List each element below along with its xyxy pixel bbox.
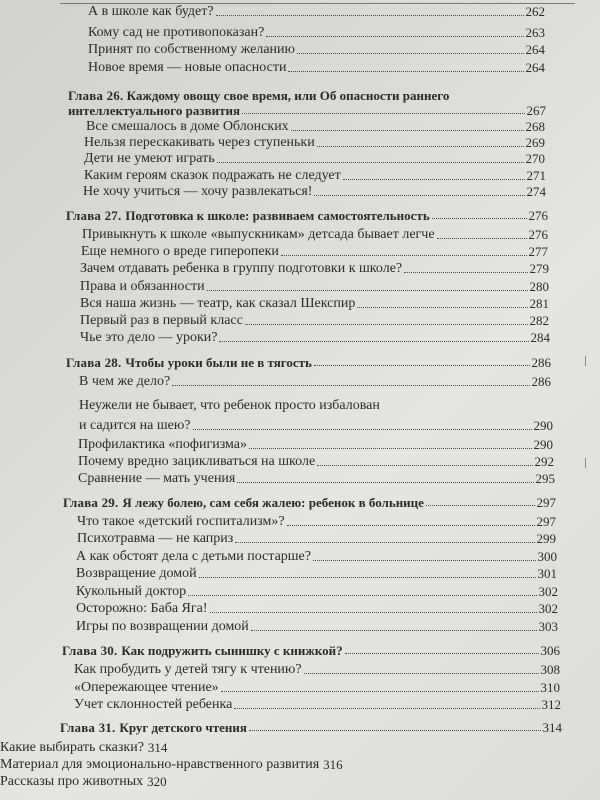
dot-leader	[437, 238, 527, 239]
toc-entry	[76, 549, 557, 565]
dot-leader	[216, 15, 524, 16]
chapter-title: Каждому овощу свое время, или Об опасности раннего	[126, 87, 450, 103]
chapter-number: Глава 27.	[66, 207, 122, 223]
page-number: 308	[540, 662, 560, 678]
entry-title: «Опережающее чтение»	[74, 679, 219, 695]
toc-entry	[80, 296, 549, 312]
page-number: 300	[537, 548, 557, 564]
dot-leader	[249, 448, 531, 449]
chapter-heading	[66, 208, 548, 223]
page-number: 314	[147, 739, 168, 755]
entry-title: Психотравма — не каприз	[77, 531, 234, 547]
dot-leader	[245, 324, 528, 325]
entry-title: Новое время — новые опасности	[88, 60, 287, 76]
entry-title: Чье это дело — уроки?	[80, 330, 218, 346]
page-number: 270	[525, 151, 545, 167]
entry-title: Нельзя перескакивать через ступеньки	[84, 134, 315, 150]
entry-title: Вся наша жизнь — театр, как сказал Шекспир	[80, 295, 356, 311]
dot-leader	[297, 53, 524, 54]
entry-title-cont: и садится на шею?	[79, 418, 191, 434]
chapter-title: Как подружить сынишку с книжкой?	[121, 643, 343, 659]
page-number: 264	[525, 60, 545, 76]
chapter-number: Глава 28.	[66, 354, 122, 370]
page-number: 299	[536, 531, 556, 547]
chapter-number: Глава 30.	[62, 643, 118, 659]
entry-title: Дети не умеют играть	[84, 151, 215, 167]
page-number: 320	[147, 774, 167, 789]
toc-entry	[74, 680, 560, 696]
page-number: 262	[525, 4, 545, 19]
dot-leader	[304, 673, 539, 674]
toc-entry	[74, 662, 560, 678]
chapter-heading	[60, 720, 562, 735]
chapter-title: Чтобы уроки были не в тягость	[125, 354, 312, 370]
page-number: 302	[538, 584, 558, 599]
page-number: 286	[531, 374, 551, 389]
toc-entry	[84, 151, 545, 167]
entry-title: Учет склонностей ребенка	[74, 696, 233, 712]
dot-leader	[432, 218, 527, 219]
toc-entry	[83, 184, 546, 200]
toc-entry	[82, 227, 548, 243]
dot-leader	[314, 195, 524, 196]
page-number: 301	[537, 565, 557, 581]
page-number: 297	[536, 494, 556, 510]
dot-leader	[291, 130, 524, 131]
toc-entry	[88, 60, 545, 76]
dot-leader	[345, 653, 539, 654]
page-number: 264	[525, 42, 545, 58]
entry-title: Что такое «детский госпитализм»?	[77, 514, 285, 529]
toc-entry	[88, 42, 545, 58]
page-number: 297	[536, 514, 556, 529]
dot-leader	[234, 708, 539, 709]
page-number: 281	[529, 295, 549, 311]
toc-entry	[76, 619, 558, 635]
entry-title: Какие выбирать сказки?	[0, 739, 144, 755]
dot-leader	[217, 162, 524, 163]
entry-title: Не хочу учиться — хочу развлекаться!	[83, 184, 313, 199]
chapter-heading	[63, 495, 556, 510]
entry-title: Сравнение — мать учения	[78, 471, 236, 487]
entry-title: Все смешалось в доме Облонских	[86, 118, 289, 134]
entry-title: Игры по возвращении домой	[76, 618, 249, 634]
toc-entry	[76, 584, 558, 600]
page-number: 280	[529, 278, 549, 294]
chapter-number: Глава 26.	[68, 87, 124, 103]
chapter-title: Подготовка к школе: развиваем самостоятельность	[125, 207, 430, 223]
entry-title: Еще немного о вреде гиперопеки	[81, 244, 279, 259]
toc-entry	[79, 374, 551, 390]
entry-title: Привыкнуть к школе «выпускникам» детсада бывает легче	[82, 226, 435, 242]
chapter-title-cont: интеллектуального развития	[68, 102, 241, 118]
chapter-number: Глава 29.	[63, 494, 119, 510]
page-number: 276	[528, 207, 548, 223]
toc-entry	[88, 25, 545, 41]
dot-leader	[242, 113, 524, 114]
page-number: 277	[528, 244, 548, 259]
page-number: 276	[528, 226, 548, 242]
dot-leader	[210, 612, 537, 613]
entry-title: Как пробудить у детей тягу к чтению?	[74, 662, 302, 678]
page-number: 312	[541, 696, 561, 712]
entry-title: А в школе как будет?	[88, 4, 214, 19]
entry-title: Неужели не бывает, что ребенок просто избалован	[79, 398, 380, 414]
toc-entry	[76, 601, 558, 617]
dot-leader	[172, 385, 529, 386]
toc-entry	[88, 4, 545, 20]
dot-leader	[188, 595, 536, 596]
entry-title: А как обстоят дела с детьми постарше?	[76, 548, 311, 564]
toc-entry	[84, 135, 545, 151]
toc-entry	[80, 330, 550, 346]
chapter-title: Я лежу болею, сам себя жалею: ребенок в больнице	[122, 494, 424, 510]
page-number: 310	[540, 679, 560, 695]
page-number: 274	[526, 184, 546, 199]
entry-title: Зачем отдавать ребенка в группу подготовки к школе?	[80, 261, 403, 277]
entry-title: Осторожно: Баба Яга!	[76, 601, 208, 617]
page-number: 290	[533, 418, 553, 434]
entry-title: Права и обязанности	[80, 278, 205, 294]
toc-entry	[76, 566, 557, 582]
dot-leader	[219, 341, 528, 342]
entry-title: Профилактика «пофигизма»	[78, 436, 248, 452]
toc-entry	[86, 119, 545, 135]
toc-entry	[0, 757, 343, 773]
toc-entry	[79, 392, 553, 434]
entry-title: Первый раз в первый класс	[80, 313, 243, 329]
page-number: 302	[538, 601, 558, 617]
toc-entry	[78, 471, 555, 487]
page-number: 295	[535, 471, 555, 487]
toc-entry	[77, 531, 556, 547]
entry-title: Каким героям сказок подражать не следует	[84, 167, 341, 183]
page-number: 279	[529, 261, 549, 277]
page-number: 267	[526, 102, 546, 118]
page-number: 314	[542, 720, 562, 736]
toc-entry	[78, 454, 554, 470]
entry-title: Принят по собственному желанию	[88, 42, 295, 58]
page-number: 290	[533, 436, 553, 452]
page-number: 303	[538, 618, 558, 634]
page-number: 284	[530, 330, 550, 346]
toc-entry	[77, 514, 556, 530]
entry-title: Материал для эмоционально-нравственного развития	[0, 756, 320, 772]
dot-leader	[199, 577, 536, 578]
entry-title: Возвращение домой	[76, 565, 197, 581]
page-number: 263	[525, 24, 545, 40]
page-number: 316	[323, 756, 343, 772]
entry-title: Рассказы про животных	[0, 774, 144, 789]
toc-entry	[0, 740, 167, 756]
dot-leader	[281, 255, 527, 256]
dot-leader	[193, 429, 532, 430]
page-number: 286	[531, 354, 551, 370]
chapter-heading	[68, 88, 546, 118]
page-number: 306	[540, 643, 560, 659]
toc-entry	[80, 261, 549, 277]
dot-leader	[237, 482, 533, 483]
toc-entry	[80, 279, 549, 295]
toc-entry	[0, 774, 167, 790]
chapter-number: Глава 31.	[60, 720, 116, 736]
dot-leader	[287, 525, 535, 526]
entry-title: Кукольный доктор	[76, 584, 187, 599]
page-number: 292	[534, 454, 554, 469]
entry-title: В чем же дело?	[79, 374, 171, 389]
dot-leader	[314, 365, 530, 366]
toc-entry	[84, 168, 546, 184]
toc-entry	[80, 313, 549, 329]
dot-leader	[317, 146, 524, 147]
dot-leader	[317, 465, 532, 466]
dot-leader	[426, 505, 535, 506]
dot-leader	[221, 691, 539, 692]
page-number: 268	[525, 118, 545, 134]
toc-entry	[74, 697, 561, 713]
entry-title: Кому сад не противопоказан?	[88, 24, 265, 40]
chapter-heading	[66, 355, 551, 370]
toc-entry	[78, 437, 553, 453]
dot-leader	[357, 307, 527, 308]
dot-leader	[251, 630, 537, 631]
chapter-heading	[62, 643, 560, 658]
dot-leader	[313, 560, 536, 561]
chapter-title: Круг детского чтения	[119, 720, 247, 736]
toc-entry	[81, 244, 548, 260]
page-number: 282	[529, 313, 549, 329]
dot-leader	[343, 179, 525, 180]
edge-mark	[585, 356, 586, 366]
dot-leader	[404, 272, 527, 273]
dot-leader	[235, 542, 534, 543]
dot-leader	[207, 290, 528, 291]
edge-mark	[585, 458, 586, 468]
entry-title: Почему вредно зацикливаться на школе	[78, 454, 316, 469]
page-number: 269	[525, 134, 545, 150]
dot-leader	[288, 71, 523, 72]
dot-leader	[266, 36, 523, 37]
page-number: 271	[526, 167, 546, 183]
dot-leader	[249, 730, 541, 731]
